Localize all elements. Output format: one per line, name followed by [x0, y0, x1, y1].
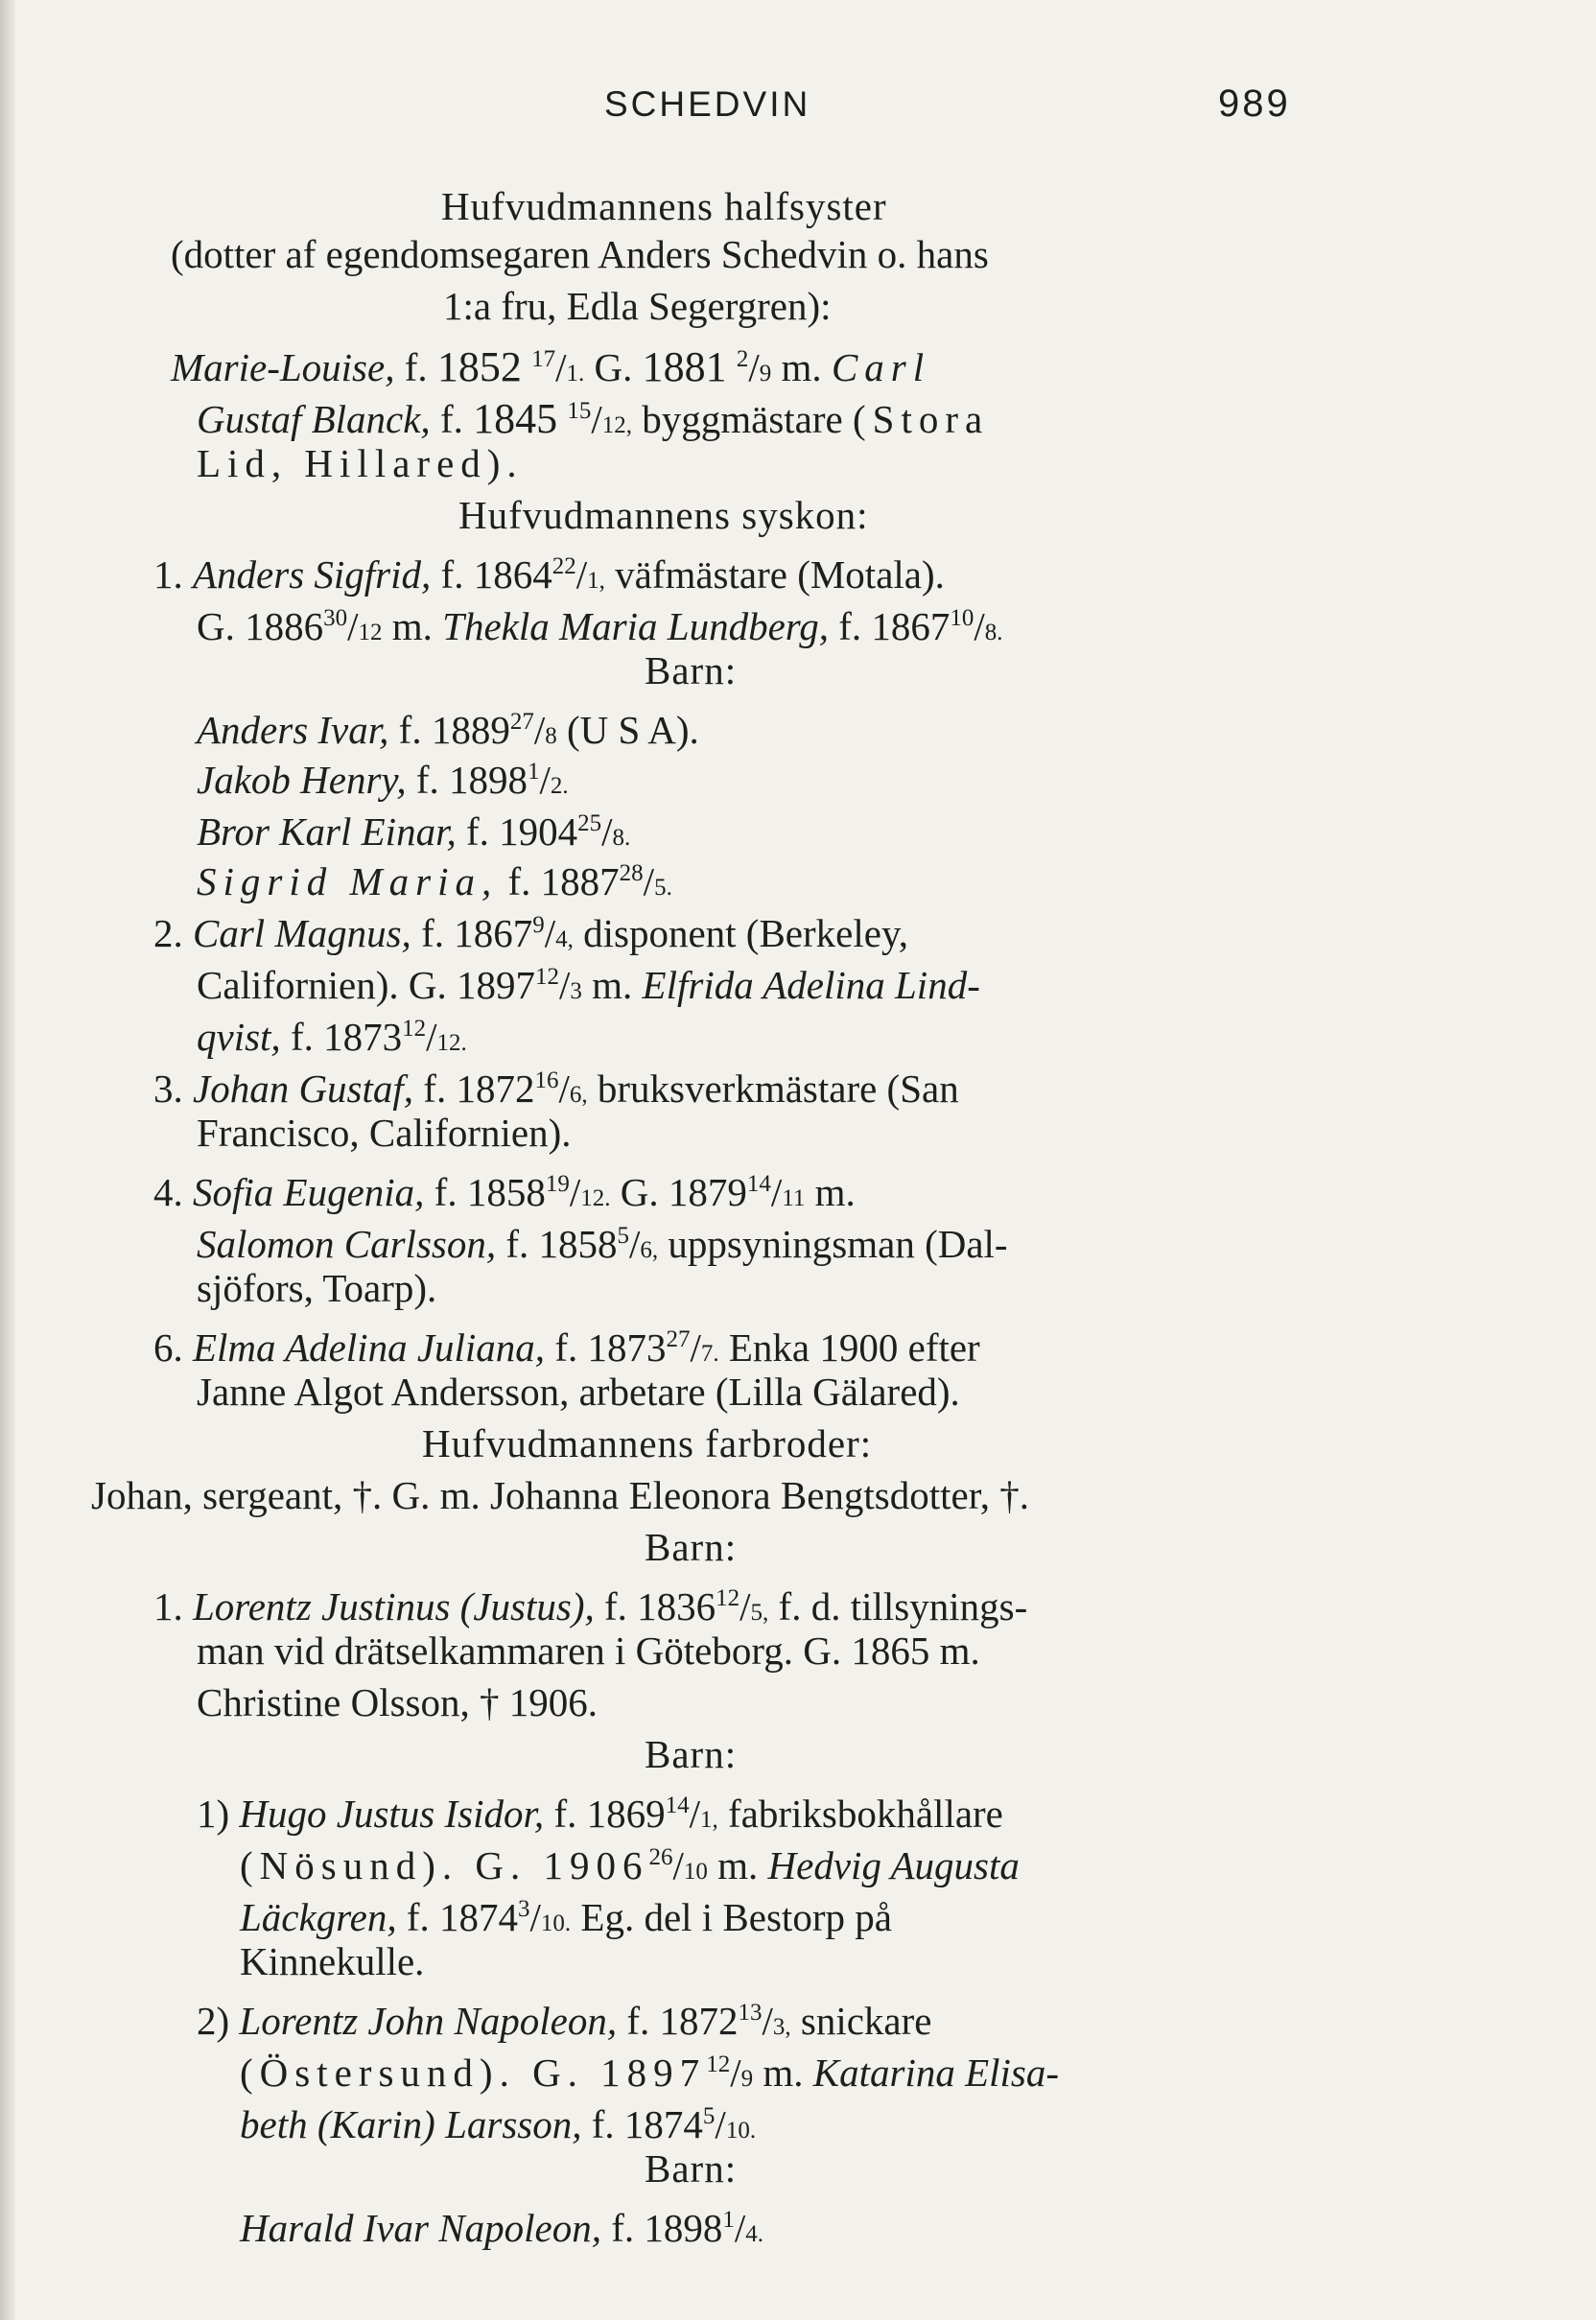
sibling-1-line-2: G. 1886$^{30}$/12 m. Thekla Maria Lundberg, f. 1867$^{10}$/8. [197, 604, 1003, 648]
children-label-2: Barn: [645, 1525, 738, 1569]
children-label-4: Barn: [645, 2146, 738, 2191]
book-spine-shadow [0, 0, 15, 2320]
grandchild-1-line-1: 1) Hugo Justus Isidor, f. 1869$^{14}$/1, fabriksbokhållare [197, 1792, 1003, 1836]
spouse-name: Carl [831, 345, 931, 389]
entry-marie-line-3: Lid, Hillared). [197, 441, 524, 485]
child-sigrid-maria: Sigrid Maria, f. 1887$^{28}$/5. [197, 859, 672, 903]
children-label-1: Barn: [645, 648, 738, 692]
child-bror-karl-einar: Bror Karl Einar, f. 1904$^{25}$/8. [197, 809, 631, 854]
child-jakob-henry: Jakob Henry, f. 1898$^1$/2. [197, 758, 569, 802]
sibling-3-line-1: 3. Johan Gustaf, f. 1872$^{16}$/6, bruksverkmästare (San [153, 1066, 959, 1111]
sibling-6-line-2: Janne Algot Andersson, arbetare (Lilla Gälared). [197, 1370, 960, 1414]
grandchild-1-line-3: Läckgren, f. 1874$^3$/10. Eg. del i Bestorp på [240, 1895, 892, 1939]
entry-marie-line-1: Marie-Louise, f. 1852 $^{17}$/1. G. 1881 $^2$/9 m. Carl [171, 343, 931, 390]
grandchild-1-line-2: (Nösund). G. 1906$^{26}$/10 m. Hedvig Augusta [240, 1843, 1020, 1887]
sibling-6-line-1: 6. Elma Adelina Juliana, f. 1873$^{27}$/7. Enka 1900 efter [153, 1325, 980, 1370]
sibling-1-line-1: 1. Anders Sigfrid, f. 1864$^{22}$/1, väfmästare (Motala). [153, 552, 945, 597]
half-sister-parents-line-1: (dotter af egendomsegaren Anders Schedvin o. hans [171, 232, 989, 276]
child-anders-ivar: Anders Ivar, f. 1889$^{27}$/8 (U S A). [197, 708, 699, 752]
cousin-1-line-1: 1. Lorentz Justinus (Justus), f. 1836$^{12}$/5, f. d. tillsynings- [153, 1584, 1028, 1629]
half-sister-parents-line-2: 1:a fru, Edla Segergren): [443, 284, 832, 328]
uncle-heading: Hufvudmannens farbroder: [422, 1421, 873, 1465]
sibling-4-line-2: Salomon Carlsson, f. 1858$^5$/6, uppsyningsman (Dal- [197, 1222, 1008, 1266]
sibling-2-line-2: Californien). G. 1897$^{12}$/3 m. Elfrida Adelina Lind- [197, 963, 980, 1007]
entry-marie-line-2: Gustaf Blanck, f. 1845 $^{15}$/12, byggmästare (Stora [197, 395, 990, 442]
siblings-heading: Hufvudmannens syskon: [458, 493, 869, 537]
cousin-1-line-3: Christine Olsson, † 1906. [197, 1680, 598, 1724]
page-header-title: SCHEDVIN [604, 84, 811, 124]
sibling-2-line-1: 2. Carl Magnus, f. 1867$^9$/4, disponent (Berkeley, [153, 911, 909, 955]
sibling-4-line-1: 4. Sofia Eugenia, f. 1858$^{19}$/12. G. 1879$^{14}$/11 m. [153, 1170, 856, 1214]
cousin-1-line-2: man vid drätselkammaren i Göteborg. G. 1865 m. [197, 1629, 980, 1673]
great-grandchild-harald: Harald Ivar Napoleon, f. 1898$^1$/4. [240, 2206, 764, 2250]
grandchild-2-line-1: 2) Lorentz John Napoleon, f. 1872$^{13}$/3, snickare [197, 1999, 932, 2043]
page-number: 989 [1218, 82, 1291, 125]
children-label-3: Barn: [645, 1732, 738, 1776]
uncle-entry: Johan, sergeant, †. G. m. Johanna Eleonora Bengtsdotter, †. [91, 1473, 1029, 1517]
sibling-4-line-3: sjöfors, Toarp). [197, 1266, 437, 1310]
grandchild-2-line-2: (Östersund). G. 1897$^{12}$/9 m. Katarina Elisa- [240, 2051, 1060, 2095]
person-name: Marie-Louise, [171, 345, 395, 389]
half-sister-heading: Hufvudmannens halfsyster [441, 184, 887, 228]
sibling-3-line-2: Francisco, Californien). [197, 1111, 572, 1155]
sibling-2-line-3: qvist, f. 1873$^{12}$/12. [197, 1015, 467, 1059]
grandchild-1-line-4: Kinnekulle. [240, 1939, 425, 1983]
grandchild-2-line-3: beth (Karin) Larsson, f. 1874$^5$/10. [240, 2102, 757, 2146]
